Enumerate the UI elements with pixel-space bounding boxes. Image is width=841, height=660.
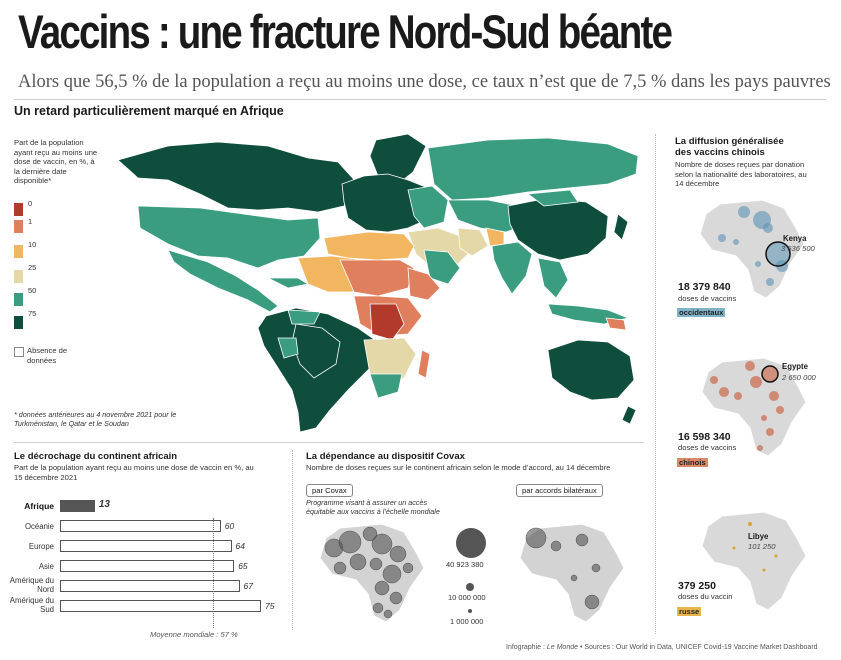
bar-section-description: Part de la population ayant reçu au moins une dose de vaccin en %, au 15 décembre 2021 (14, 463, 254, 482)
size-legend-large-label: 40 923 380 (446, 560, 484, 569)
world-map-heading: Un retard particulièrement marqué en Afrique (14, 104, 284, 118)
bar (60, 520, 221, 532)
china-map2-country: Egypte (782, 362, 808, 371)
legend-swatch-50 (14, 293, 23, 306)
footer-separator: • (579, 644, 585, 651)
legend-no-data-label: Absence de données (27, 346, 68, 365)
bar-label: Asie (38, 562, 54, 571)
map-madagascar (418, 350, 430, 378)
size-legend-medium (466, 583, 474, 591)
bar-value: 64 (235, 541, 245, 551)
map-india (492, 242, 532, 294)
size-legend-medium-label: 10 000 000 (448, 593, 486, 602)
covax-left-note: Programme visant à assurer un accès équitable aux vaccins à l’échelle mondiale (306, 498, 440, 516)
header-divider (14, 99, 826, 100)
china-map2-tag-text: chinois (679, 458, 706, 467)
legend-swatch-0 (14, 203, 23, 216)
legend-tick-25: 25 (28, 263, 37, 272)
bar (60, 500, 95, 512)
china-map1-tag-text: occidentaux (679, 308, 724, 317)
bar-value: 65 (238, 561, 248, 571)
china-panel-heading (675, 136, 785, 158)
china-map3-tag (677, 601, 701, 619)
map-north-africa (324, 232, 414, 260)
covax-left-pill: par Covax (306, 484, 353, 497)
panel-divider (655, 134, 656, 634)
footer-credit (506, 644, 818, 651)
footer-credit-prefix: Infographie : (506, 644, 547, 651)
covax-right-pill: par accords bilatéraux (516, 484, 603, 497)
page-title: Vaccins : une fracture Nord-Sud béante (18, 5, 672, 58)
china-map2-tag (677, 452, 708, 470)
section-divider (14, 442, 644, 443)
china-map1-total: 18 379 840 (678, 281, 731, 293)
world-choropleth-map (108, 128, 646, 440)
world-mean-line (213, 518, 214, 628)
covax-heading: La dépendance au dispositif Covax (306, 451, 465, 462)
legend-tick-75: 75 (28, 309, 37, 318)
footer-credit-name: Le Monde (546, 644, 579, 651)
map-north-america-north (118, 142, 358, 212)
china-map3-value: 101 250 (748, 542, 776, 551)
map-usa (138, 206, 320, 268)
china-map1-tag (677, 302, 725, 320)
china-panel-description: Nombre de doses reçues par donation selon la nationalité des laboratoires, au 14 décembre (675, 160, 807, 189)
china-map1-caption: doses de vaccins (678, 294, 737, 303)
bar-value: 67 (243, 581, 254, 591)
map-caribbean (268, 278, 308, 288)
china-map3-total: 379 250 (678, 580, 716, 592)
covax-description: Nombre de doses reçues sur le continent africain selon le mode d’accord, au 14 décembre (306, 463, 611, 472)
bar (60, 540, 232, 552)
map-venezuela (288, 310, 320, 324)
legend-swatch-25 (14, 270, 23, 283)
world-map-legend-title: Part de la population ayant reçu au moins une dose de vaccin, en %, à la dernière date disponible* (14, 138, 98, 186)
bar-section-heading: Le décrochage du continent africain (14, 451, 178, 462)
map-south-africa (370, 374, 402, 398)
covax-divider (292, 450, 293, 630)
legend-tick-50: 50 (28, 286, 37, 295)
bar (60, 560, 234, 572)
bar-label: Afrique (24, 501, 54, 511)
china-map3-country: Libye (748, 532, 769, 541)
map-southeast-asia (538, 258, 568, 298)
legend-tick-10: 10 (28, 240, 37, 249)
bar-label: Europe (28, 542, 54, 551)
map-new-zealand (622, 406, 636, 424)
map-papua (606, 318, 626, 330)
map-russia (428, 138, 638, 200)
china-panel-heading-text: La diffusion généralisée des vaccins chinois (675, 136, 784, 158)
bar-value: 60 (224, 521, 235, 531)
legend-swatch-10 (14, 245, 23, 258)
africa-map-bilateral (512, 518, 632, 636)
world-map-footnote: * données antérieures au 4 novembre 2021 pour le Turkménistan, le Qatar et le Soudan (14, 410, 177, 428)
china-map1-country: Kenya (783, 234, 807, 243)
legend-swatch-no-data (14, 347, 24, 357)
world-mean-label: Moyenne mondiale : 57 % (150, 630, 238, 639)
map-australia (548, 340, 634, 400)
china-map1-value: 3 536 500 (781, 244, 815, 253)
legend-tick-0: 0 (28, 199, 33, 208)
bar-label: Amérique du Nord (9, 576, 54, 594)
bar-label: Amérique du Sud (9, 596, 54, 614)
bar-label: Océanie (24, 522, 54, 531)
legend-swatch-1 (14, 220, 23, 233)
size-legend-large (456, 528, 486, 558)
bar (60, 600, 261, 612)
size-legend-small-label: 1 000 000 (450, 617, 484, 626)
africa-map-covax (312, 518, 432, 636)
bar-value: 75 (265, 601, 275, 611)
footer-sources: Sources : Our World in Data, UNICEF Covid-19 Vaccine Market Dashboard (584, 644, 818, 651)
china-map2-caption: doses de vaccins (678, 443, 737, 452)
china-map3-caption: doses du vaccin (678, 592, 733, 601)
bar-value: 13 (98, 499, 110, 510)
size-legend-small (468, 609, 472, 613)
legend-tick-1: 1 (28, 217, 33, 226)
map-japan (614, 214, 628, 240)
china-map2-total: 16 598 340 (678, 431, 731, 443)
china-map2-value: 2 650 000 (782, 373, 816, 382)
legend-swatch-75 (14, 316, 23, 329)
china-map3-tag-text: russe (679, 607, 700, 616)
page-subtitle: Alors que 56,5 % de la population a reçu au moins une dose, ce taux n’est que de 7,5 % dans les pays pauvres (18, 72, 831, 92)
